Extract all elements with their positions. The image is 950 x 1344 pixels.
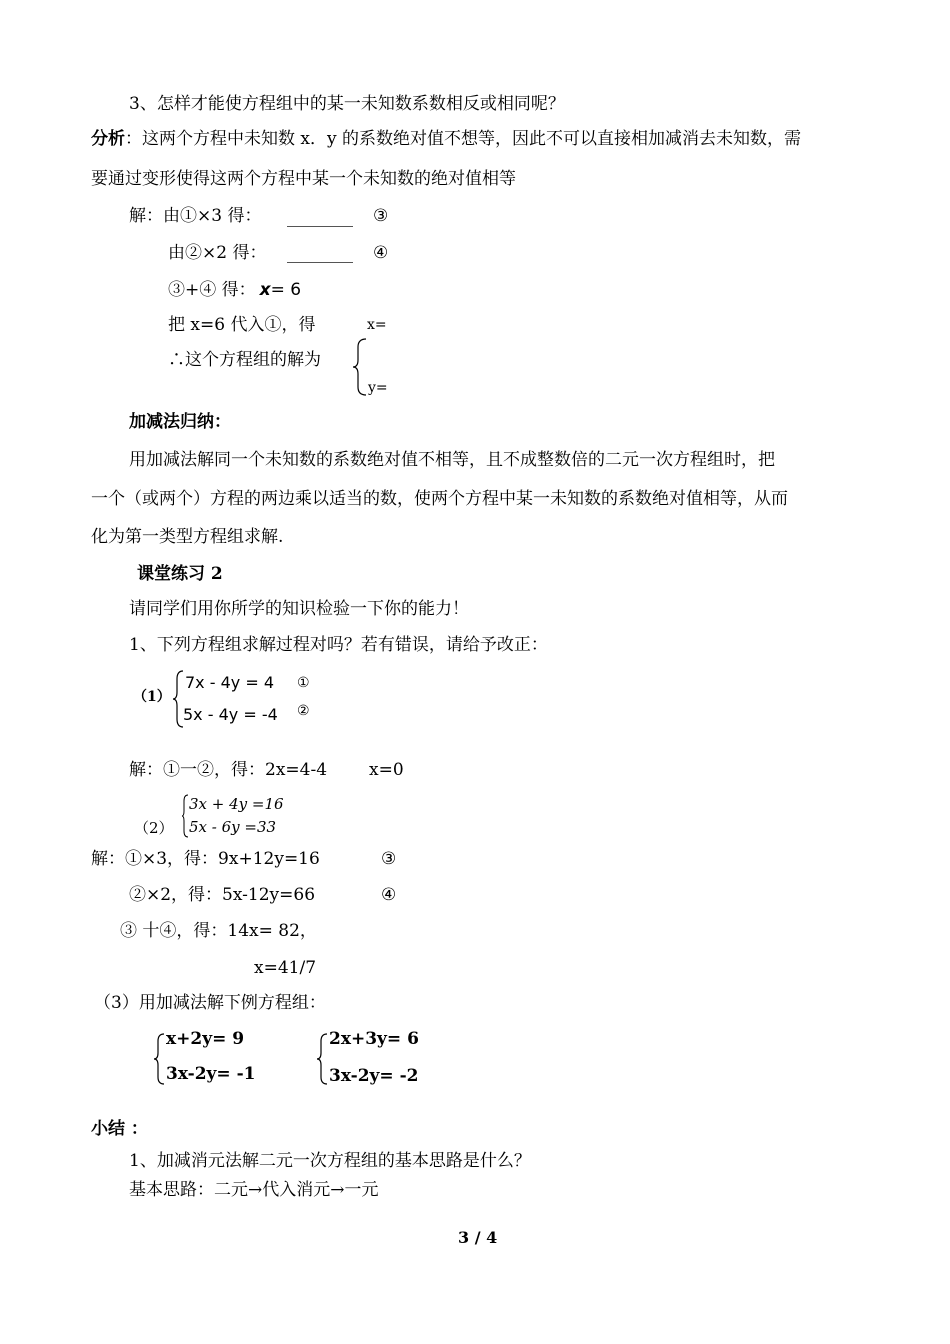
solution-step-4: 把 x=6 代入①，得 — [168, 315, 316, 335]
brace-icon — [352, 338, 368, 396]
system-1-mark-1: ① — [297, 675, 310, 691]
system-b-equation-2: 3x-2y= -2 — [329, 1066, 419, 1086]
system-1-solution: 解：①一②，得：2x=4-4 — [129, 760, 328, 780]
induction-line-1: 用加减法解同一个未知数的系数绝对值不相等，且不成整数倍的二元一次方程组时，把 — [129, 450, 775, 470]
brace-icon — [181, 794, 189, 838]
system-2-label: （2） — [134, 819, 174, 837]
solution-step-3-text: ③+④ 得： — [168, 280, 256, 300]
system-1-label: （1） — [133, 689, 171, 705]
analysis-line-1 — [91, 131, 801, 148]
system-2-solution-2: ②×2，得：5x-12y=66 — [129, 885, 316, 905]
system-1-equation-1: 7x - 4y = 4 — [185, 673, 274, 692]
system-1-mark-2: ② — [297, 703, 310, 719]
page-number: 3 / 4 — [458, 1228, 498, 1247]
answer-blank-1[interactable] — [287, 226, 353, 227]
practice-question-1: 1、下列方程组求解过程对吗？若有错误，请给予改正： — [129, 635, 548, 655]
system-a-equation-1: x+2y= 9 — [166, 1029, 245, 1049]
solution-conclusion: ∴这个方程组的解为 — [168, 350, 321, 370]
practice-intro: 请同学们用你所学的知识检验一下你的能力！ — [129, 599, 469, 619]
analysis-label: 分析 — [91, 129, 125, 149]
solution-step-3-var: x — [259, 280, 271, 300]
practice-title: 课堂练习 2 — [137, 564, 223, 584]
brace-icon — [153, 1033, 165, 1085]
solution-step-1: 解：由①×3 得： — [129, 206, 262, 226]
analysis-colon: ： — [125, 129, 142, 149]
brace-icon — [316, 1033, 328, 1085]
solution-step-2: 由②×2 得： — [168, 243, 267, 263]
equation-mark-3: ③ — [373, 206, 389, 226]
summary-title: 小结 ： — [91, 1119, 148, 1139]
induction-line-3: 化为第一类型方程组求解. — [91, 527, 284, 547]
system-1-equation-2: 5x - 4y = -4 — [183, 705, 278, 724]
system-2-mark-4: ④ — [381, 885, 397, 905]
y-equals: y= — [368, 380, 388, 396]
x-equals: x= — [367, 317, 387, 333]
solution-step-3-val: = 6 — [270, 280, 302, 300]
answer-blank-2[interactable] — [287, 262, 353, 263]
system-2-solution-4: x=41/7 — [254, 958, 317, 978]
system-b-equation-1: 2x+3y= 6 — [329, 1029, 419, 1049]
summary-question-1: 1、加减消元法解二元一次方程组的基本思路是什么？ — [129, 1151, 531, 1171]
practice-question-3: （3）用加减法解下例方程组： — [94, 993, 326, 1013]
induction-title: 加减法归纳： — [129, 412, 231, 432]
system-2-equation-2: 5x - 6y =33 — [189, 818, 277, 836]
system-1-result: x=0 — [369, 760, 404, 780]
system-2-solution-1: 解：①×3，得：9x+12y=16 — [91, 849, 320, 869]
question-3: 3、怎样才能使方程组中的某一未知数系数相反或相同呢？ — [129, 94, 565, 114]
analysis-line-2: 要通过变形使得这两个方程中某一个未知数的绝对值相等 — [91, 169, 516, 189]
system-a-equation-2: 3x-2y= -1 — [166, 1064, 256, 1084]
system-2-equation-1: 3x + 4y =16 — [189, 795, 284, 813]
system-2-solution-3: ③ 十④，得：14x= 82， — [120, 921, 317, 941]
induction-line-2: 一个（或两个）方程的两边乘以适当的数，使两个方程中某一未知数的系数绝对值相等，从而 — [91, 489, 788, 509]
analysis-text-1: 这两个方程中未知数 x．y 的系数绝对值不想等，因此不可以直接相加减消去未知数，需 — [142, 129, 801, 149]
equation-mark-4: ④ — [373, 243, 389, 263]
summary-answer-1: 基本思路：二元→代入消元→一元 — [129, 1180, 379, 1200]
solution-step-3 — [168, 282, 301, 299]
system-2-mark-3: ③ — [381, 849, 397, 869]
